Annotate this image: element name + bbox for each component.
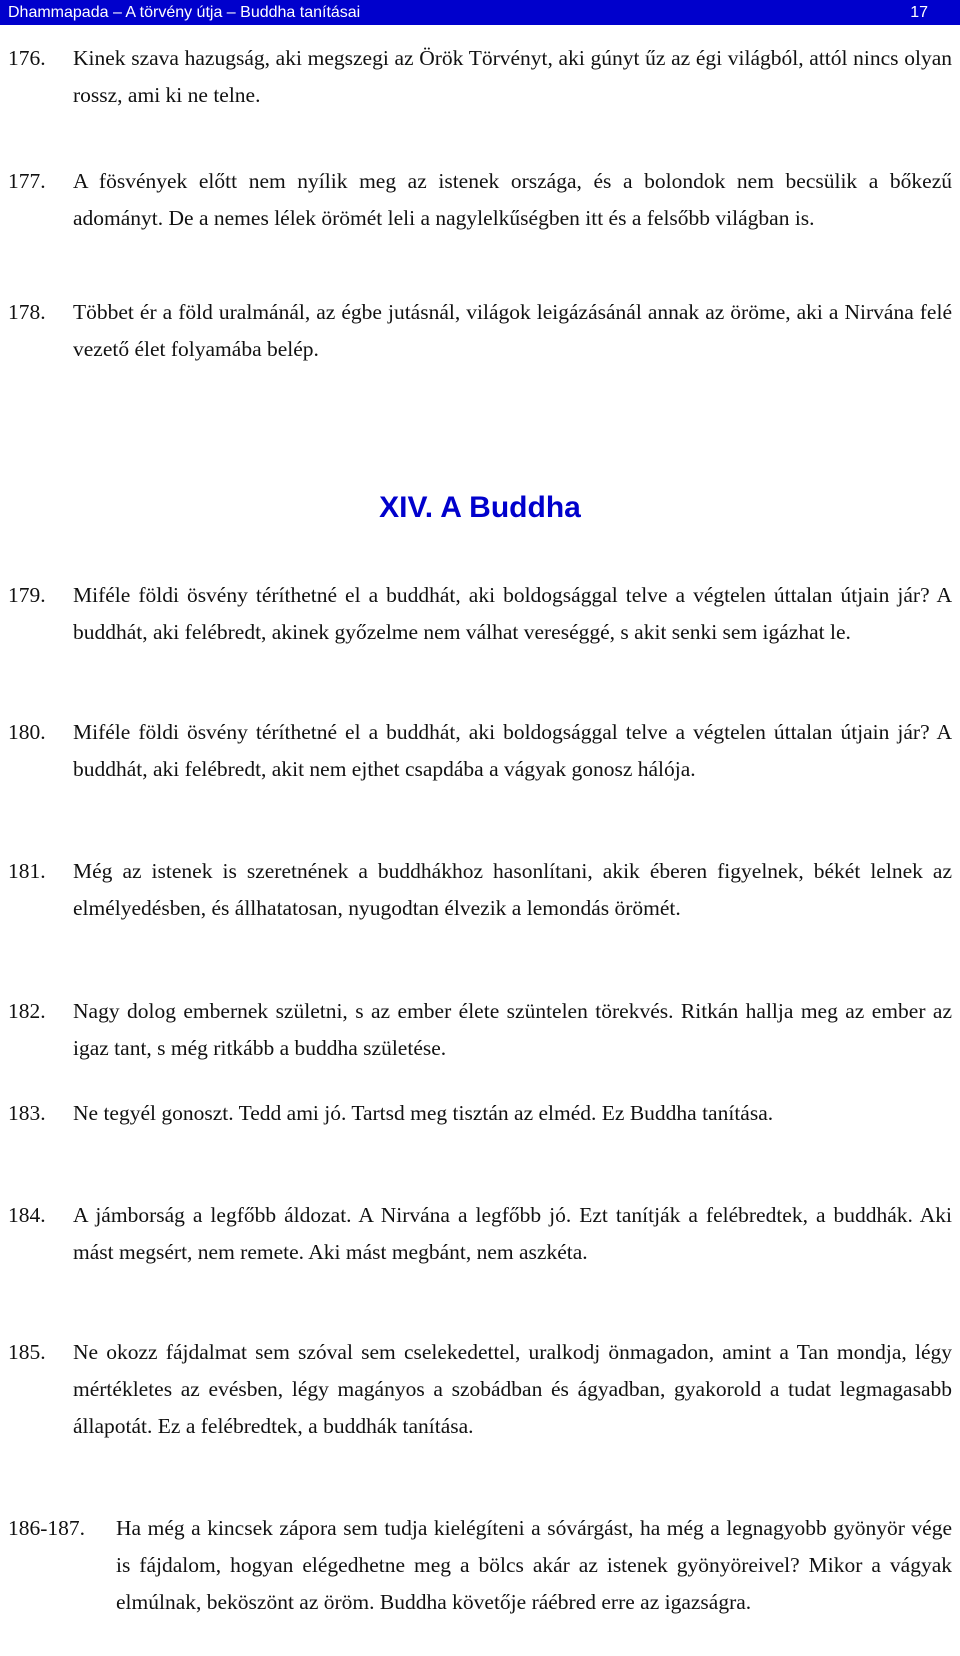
page-number: 17 — [910, 4, 928, 21]
page-header — [0, 0, 960, 25]
verse-text: Ne okozz fájdalmat sem szóval sem cselekedettel, uralkodj önmagadon, amint a Tan mondja, légy mértékletes az evésben, légy magányos a szobádban és ágyadban, gyakorold a tudat legmagasabb állapotát. Ez a felébredtek, a buddhák tanítása. — [73, 1340, 952, 1438]
chapter-heading: XIV. A Buddha — [379, 491, 581, 524]
verse-number: 183. — [8, 1101, 46, 1125]
verse-number: 185. — [8, 1340, 46, 1364]
verse-number: 178. — [8, 300, 46, 324]
verse-number: 186-187. — [8, 1516, 86, 1540]
verse-number: 184. — [8, 1203, 46, 1227]
verse-178 — [8, 294, 952, 368]
verse-183 — [8, 1095, 952, 1132]
verse-number: 177. — [8, 169, 46, 193]
verse-text: Nagy dolog embernek születni, s az ember élete szüntelen törekvés. Ritkán hallja meg az ember az igaz tant, s még ritkább a buddha születése. — [73, 999, 952, 1060]
verse-text: Még az istenek is szeretnének a buddhákhoz hasonlítani, akik éberen figyelnek, békét lelnek az elmélyedésben, és állhatatosan, nyugodtan élvezik a lemondás örömét. — [73, 859, 952, 920]
verse-text: A fösvények előtt nem nyílik meg az istenek országa, és a bolondok nem becsülik a bőkezű adományt. De a nemes lélek örömét leli a nagylelkűségben itt és a felsőbb világban is. — [73, 169, 952, 230]
verse-176 — [8, 40, 952, 114]
verse-181 — [8, 853, 952, 927]
verse-185 — [8, 1334, 952, 1445]
verse-number: 179. — [8, 583, 46, 607]
verse-184 — [8, 1197, 952, 1271]
verse-text: Ne tegyél gonoszt. Tedd ami jó. Tartsd meg tisztán az elméd. Ez Buddha tanítása. — [73, 1101, 774, 1125]
verse-number: 180. — [8, 720, 46, 744]
verse-182 — [8, 993, 952, 1067]
verse-179 — [8, 577, 952, 651]
verse-text: Többet ér a föld uralmánál, az égbe jutásnál, világok leigázásánál annak az öröme, aki a Nirvána felé vezető élet folyamába belép. — [73, 300, 952, 361]
verse-177 — [8, 163, 952, 237]
verse-text: Miféle földi ösvény téríthetné el a buddhát, aki boldogsággal telve a végtelen úttalan útjain jár? A buddhát, aki felébredt, akinek győzelme nem válhat vereséggé, s akit senki sem igázhat le. — [73, 583, 952, 644]
verse-180 — [8, 714, 952, 788]
verse-text: Ha még a kincsek zápora sem tudja kielégíteni a sóvárgást, ha még a legnagyobb gyönyör vége is fájdalom, hogyan elégedhetne meg a bölcs akár az istenek gyönyöreivel? Mikor a vágyak elmúlnak, beköszönt az öröm. Buddha követője ráébred erre az igazságra. — [116, 1516, 952, 1614]
verse-number: 182. — [8, 999, 46, 1023]
verse-text: Kinek szava hazugság, aki megszegi az Örök Törvényt, aki gúnyt űz az égi világból, attól nincs olyan rossz, ami ki ne telne. — [73, 46, 952, 107]
verse-text: Miféle földi ösvény téríthetné el a buddhát, aki boldogsággal telve a végtelen úttalan útjain jár? A buddhát, aki felébredt, akit nem ejthet csapdába a vágyak gonosz hálója. — [73, 720, 952, 781]
document-title: Dhammapada – A törvény útja – Buddha tanításai — [8, 4, 361, 21]
verse-186-187 — [8, 1510, 952, 1621]
verse-number: 176. — [8, 46, 46, 70]
verse-number: 181. — [8, 859, 46, 883]
verse-text: A jámborság a legfőbb áldozat. A Nirvána a legfőbb jó. Ezt tanítják a felébredtek, a buddhák. Aki mást megsért, nem remete. Aki mást megbánt, nem aszkéta. — [73, 1203, 952, 1264]
